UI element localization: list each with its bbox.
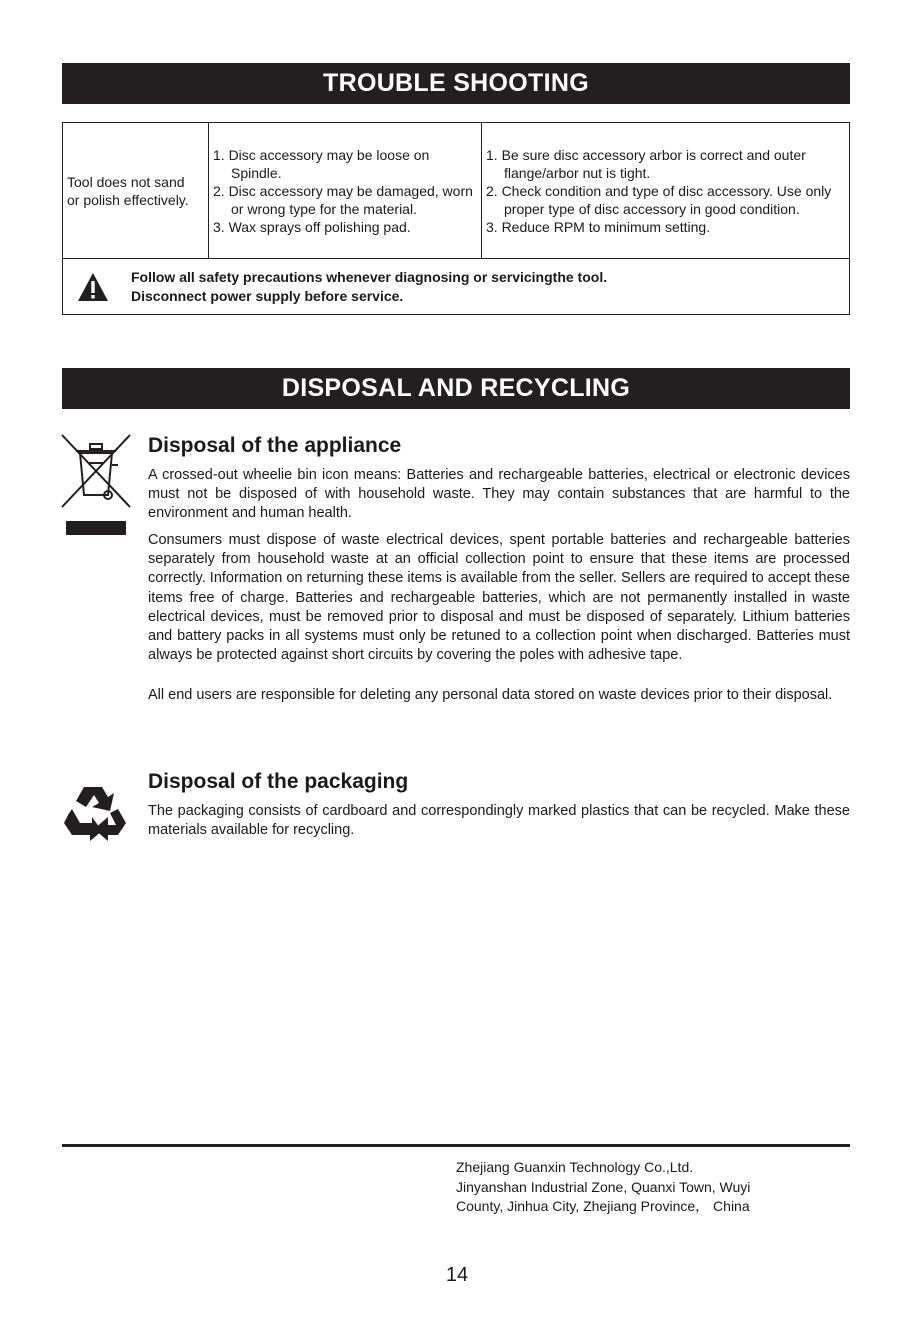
warning-row (63, 259, 850, 315)
causes-cell (209, 123, 482, 259)
company-line: Jinyanshan Industrial Zone, Quanxi Town, Wuyi (456, 1178, 751, 1195)
solution-item: 2. Check condition and type of disc accessory. Use only proper type of disc accessory in good condition. (486, 182, 832, 217)
warning-text (131, 268, 607, 306)
appliance-paragraph: A crossed-out wheelie bin icon means: Batteries and rechargeable batteries, electrical or electronic devices must not be disposed of with household waste. They may contain substances that are harmful to the environment and human health. (148, 467, 850, 522)
crossed-out-wheelie-bin-icon (60, 433, 134, 539)
page-number: 14 (445, 1264, 469, 1286)
warning-line: Follow all safety precautions whenever diagnosing or servicingthe tool. (131, 268, 608, 285)
troubleshooting-table (62, 122, 850, 315)
company-address (456, 1158, 806, 1217)
table-row (63, 123, 850, 259)
cause-item: 1. Disc accessory may be loose on Spindle. (213, 146, 430, 181)
packaging-paragraph: The packaging consists of cardboard and correspondingly marked plastics that can be recycled. Make these materials available for recycling. (148, 803, 850, 839)
company-line: Zhejiang Guanxin Technology Co.,Ltd. (456, 1159, 694, 1175)
problem-line: or polish effectively. (67, 191, 189, 208)
solution-item: 1. Be sure disc accessory arbor is correct and outer flange/arbor nut is tight. (486, 146, 806, 181)
warning-line: Disconnect power supply before service. (131, 287, 404, 304)
problem-cell (63, 123, 209, 259)
problem-line: Tool does not sand (67, 173, 185, 190)
warning-cell (63, 259, 850, 315)
disposal-and-recycling-title: DISPOSAL AND RECYCLING (62, 368, 850, 409)
recycle-icon (62, 783, 128, 843)
appliance-paragraph: All end users are responsible for deleting any personal data stored on waste devices prior to their disposal. (148, 687, 833, 703)
appliance-paragraph: Consumers must dispose of waste electrical devices, spent portable batteries and rechargeable batteries separately from household waste at an official collection point to ensure that these items are processed correctly. Information on returning these items is available from the seller. Sellers are required to accept these items free of charge. Batteries and rechargeable batteries, which are not permanently installed in waste electrical devices, must be removed prior to disposal and must be disposed of separately. Lithium batteries and battery packs in all systems must only be retuned to a collection point when discharged. Batteries must always be protected against short circuits by covering the poles with adhesive tape. (148, 532, 850, 664)
solution-item: 3. Reduce RPM to minimum setting. (486, 218, 711, 235)
packaging-heading: Disposal of the packaging (148, 770, 409, 793)
company-line: County, Jinhua City, Zhejiang Province， China (456, 1198, 750, 1214)
appliance-heading: Disposal of the appliance (148, 434, 402, 457)
cause-item: 2. Disc accessory may be damaged, worn or wrong type for the material. (213, 182, 473, 217)
cause-item: 3. Wax sprays off polishing pad. (213, 218, 411, 235)
footer-divider (62, 1144, 850, 1147)
warning-triangle-icon (77, 272, 109, 302)
solutions-cell (482, 123, 850, 259)
trouble-shooting-title: TROUBLE SHOOTING (62, 63, 850, 104)
